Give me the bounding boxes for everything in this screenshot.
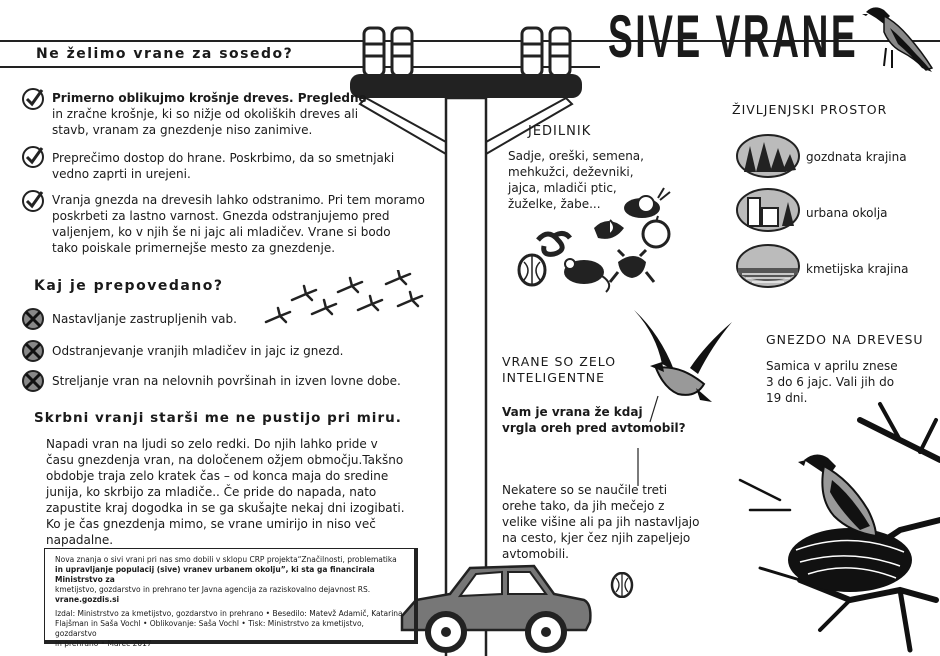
credits-line: in upravljanje populacij (sive) vranev urbanem okolju”, ki sta ga financirala Ministrstvo za [55,565,375,584]
forbidden-heading: Kaj je prepovedano? [34,278,224,294]
farmland-icon [736,244,800,288]
answer-line-3: velike višine ali pa jih nastavljajo [502,515,700,529]
tip-3 [52,192,442,256]
habitat-label-forest: gozdnata krajina [806,150,907,164]
check-icon [22,146,44,168]
credits-paragraph-2 [55,609,404,649]
menu-line-2: mehkužci, deževniki, [508,165,634,179]
credits-line: kmetijstvo, gozdarstvo in prehrano ter Javna agencija za raziskovalno dejavnost RS. [55,585,371,594]
tip-1-line-2: in zračne krošnje, ki so nižje od okoliških dreves ali [52,107,359,121]
nest-line-2: 3 do 6 jajc. Vali jih do [766,375,895,389]
answer-line-5: avtomobili. [502,547,569,561]
answer-line-2: orehe tako, da jih mečejo z [502,499,665,513]
food-illustration [514,184,684,296]
menu-line-1: Sadje, oreški, semena, [508,149,644,163]
nest-heading: GNEZDO NA DREVESU [766,332,924,347]
parents-line-7: napadalne. [46,533,114,547]
forest-icon [736,134,800,178]
tip-3-line-2: poskrbeti za lastno varnost. Gnezda odstranjujemo pred [52,209,390,223]
forbidden-x-icon [22,340,44,362]
parents-line-4: junija, ko skrbijo za mladiče.. Če pride do napada, nato [46,485,377,499]
intelligent-heading-line-1: VRANE SO ZELO [502,354,617,369]
nest-text [766,358,898,406]
tree-nest-illustration [700,400,940,656]
credits-paragraph-1 [55,555,404,605]
parents-heading: Skrbni vranji starši me ne pustijo pri miru. [34,410,402,426]
habitat-label-urban: urbana okolja [806,206,888,220]
parents-line-3: obdobje traja zelo kratek čas – od konca maja do sredine [46,469,389,483]
habitat-heading: ŽIVLJENJSKI PROSTOR [732,102,888,117]
check-icon [22,88,44,110]
tip-3-line-1: Vranja gnezda na drevesih lahko odstranimo. Pri tem moramo [52,193,425,207]
car-illustration [396,560,596,656]
tip-2-line-1: Preprečimo dostop do hrane. Poskrbimo, da so smetnjaki [52,151,395,165]
credits-link[interactable]: vrane.gozdis.si [55,595,120,604]
forbidden-item-2: Odstranjevanje vranjih mladičev in jajc iz gnezd. [52,344,344,358]
forbidden-x-icon [22,308,44,330]
tip-3-line-3: valjenjem, ko v njih še ni jajc ali mladičev. Vrane si bodo [52,225,391,239]
parents-line-1: Napadi vran na ljudi so zelo redki. Do njih lahko pride v [46,437,378,451]
credits-line: Flajšman in Saša Vochl • Oblikovanje: Saša Vochl • Tisk: Ministrstvo za kmetijstvo, gozdarstvo [55,619,364,638]
parents-line-5: zapustite kraj dogodka in se ga skušajte nekaj dni izogibati. [46,501,405,515]
forbidden-x-icon [22,370,44,392]
nest-line-1: Samica v aprilu znese [766,359,898,373]
intelligent-heading-line-2: INTELIGENTNE [502,370,606,385]
forbidden-item-1: Nastavljanje zastrupljenih vab. [52,312,237,326]
hooded-crow-icon [856,2,936,76]
tip-2 [52,150,422,182]
question-line-2: vrgla oreh pred avtomobil? [502,421,686,435]
walnut-icon [610,572,634,598]
page-title: SIVE VRANE [608,3,859,70]
intro-heading: Ne želimo vrane za sosedo? [36,46,294,62]
credits-box [44,548,418,648]
forbidden-item-3: Streljanje vran na nelovnih površinah in izven lovne dobe. [52,374,401,388]
tip-2-line-2: vedno zaprti in urejeni. [52,167,191,181]
question-line-1: Vam je vrana že kdaj [502,405,643,419]
answer-line-1: Nekatere so se naučile treti [502,483,668,497]
menu-line-3: jajca, mladiči ptic, [508,181,617,195]
tip-1 [52,90,422,138]
check-icon [22,190,44,212]
credits-line: Izdal: Ministrstvo za kmetijstvo, gozdarstvo in prehrano • Besedilo: Matevž Adamič, Katarina [55,609,403,618]
intelligent-heading [502,354,616,386]
tip-1-line-1: Primerno oblikujmo krošnje dreves. Pregledne [52,91,367,105]
credits-line: in prehrano • Marec 2017 [55,639,152,648]
parents-line-2: času gnezdenja vran, na določenem ožjem območju.Takšno [46,453,404,467]
credits-line: Nova znanja o sivi vrani pri nas smo dobili v sklopu CRP projekta“Značilnosti, problematika [55,555,397,564]
answer-text [502,482,699,562]
parents-line-6: Ko je čas gnezdenja mimo, se vrane umirijo in niso več [46,517,376,531]
flying-crow-illustration [626,304,736,406]
habitat-label-farmland: kmetijska krajina [806,262,909,276]
bird-footprints-illustration [262,270,432,328]
menu-line-4: žuželke, žabe... [508,197,601,211]
urban-icon [736,188,800,232]
tip-1-line-3: stavb, vranam za gnezdenje niso zanimive. [52,123,313,137]
menu-heading: JEDILNIK [528,124,592,139]
tip-3-line-4: tako poiskale primernejše mesto za gnezdenje. [52,241,336,255]
nest-line-3: 19 dni. [766,391,808,405]
answer-line-4: na cesto, kjer čez njih zapeljejo [502,531,691,545]
parents-text [46,436,446,548]
